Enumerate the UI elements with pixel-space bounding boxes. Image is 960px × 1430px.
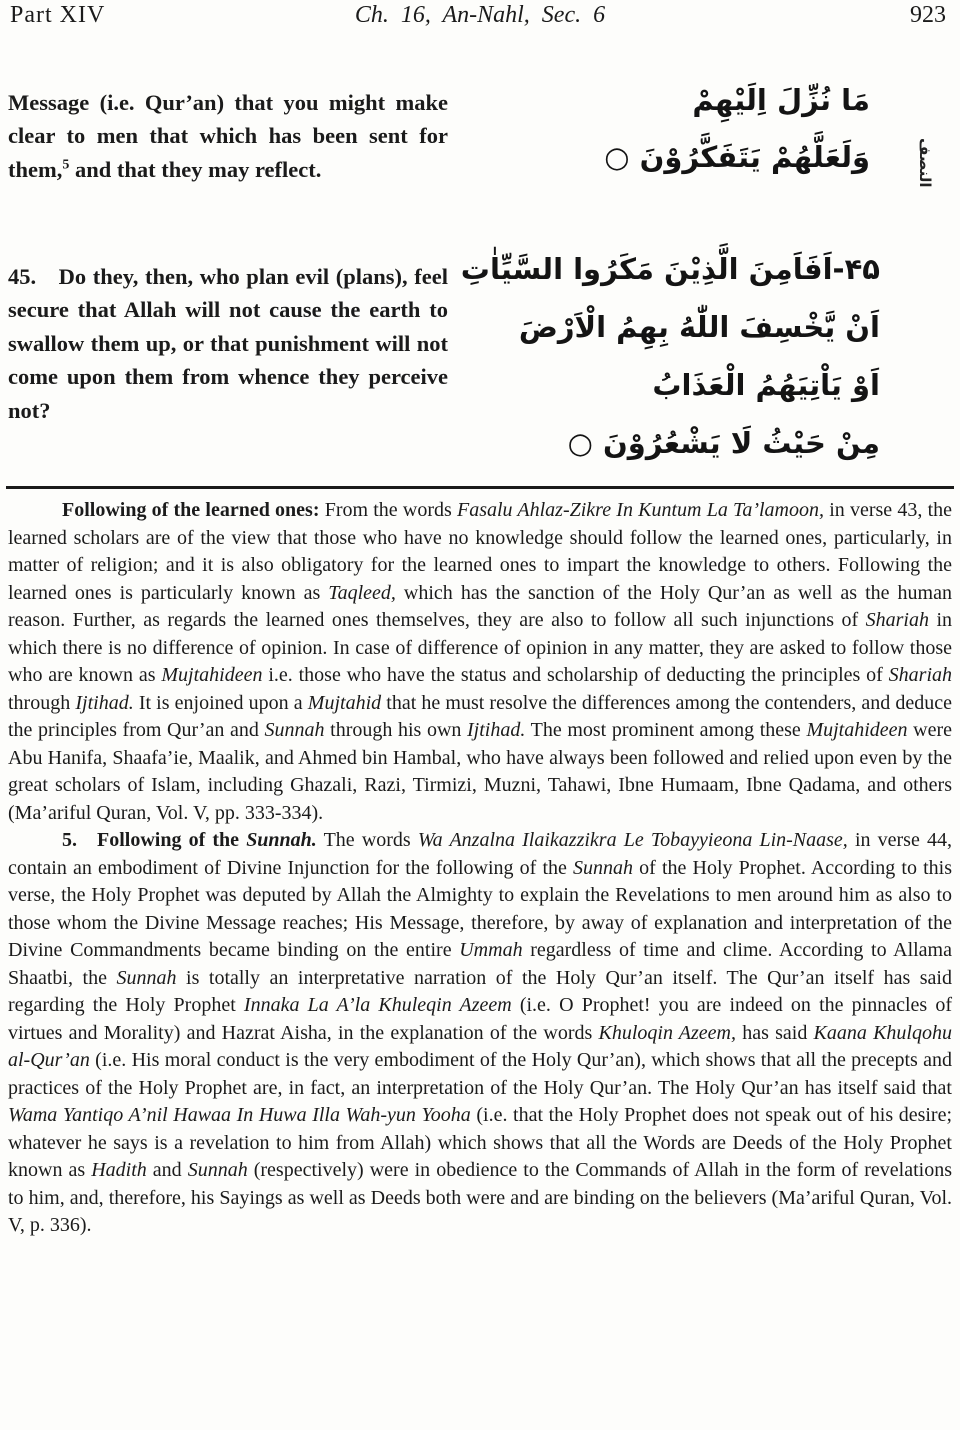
commentary-paragraph-sunnah (8, 827, 952, 1240)
text-segment: and (146, 1159, 188, 1181)
text-segment: is totally an interpretative narration of the Holy Qur’an itself. The Qur’an itself has said regarding the Holy Prophet (8, 966, 952, 1016)
text-segment: Ijtihad. (75, 691, 134, 714)
arabic-line: مَا نُزِّلَ اِلَيْهِمْ (692, 83, 870, 117)
header-page-number: 923 (910, 2, 946, 28)
text-segment: in which there is no difference of opinion. In case of difference of opinion in any matter, they are asked to follow those who are known as (8, 609, 952, 686)
text-segment: The words (316, 829, 418, 851)
arabic-verse-44-text (604, 72, 870, 186)
text-segment: From the words (319, 499, 457, 521)
text-segment: Sunnah. (246, 829, 317, 851)
text-segment: 5 (62, 157, 70, 172)
translation-verse-45 (8, 260, 448, 428)
text-segment: Do they, then, who plan evil (plans), feel secure that Allah will not cause the earth to swallow them up, or that punishment will not come upon them from whence they perceive not? (8, 263, 448, 423)
text-segment: Mujtahideen (806, 719, 908, 741)
arabic-line: ۴۵-اَفَاَمِنَ الَّذِيْنَ مَكَرُوا السَّيِّاٰتِ (460, 252, 880, 286)
text-segment (36, 264, 59, 289)
arabic-line: اَوْ يَاْتِيَهُمُ الْعَذَابُ (652, 368, 880, 402)
text-segment: Fasalu Ahlaz-Zikre In Kuntum La Ta’lamoon, (456, 499, 824, 521)
text-segment: Mujtahideen (161, 664, 263, 686)
text-segment: Message (i.e. Qur’an) that you might make clear to men that which has been sent for them, (8, 89, 448, 182)
text-segment: Sunnah (116, 966, 177, 989)
text-segment: in verse 44, contain an embodiment of Divine Injunction for the following of the (8, 829, 952, 879)
text-segment: (i.e. that the Holy Prophet does not speak out of his desire; whatever he says is a revelation to him from Allah) which shows that all the Words are Deeds of the Holy Prophet known as (8, 1104, 952, 1181)
text-segment: Wa Anzalna Ilaikazzikra Le Tobayyieona Lin-Naase, (417, 829, 848, 851)
text-segment: Innaka La A’la Khuleqin Azeem (243, 994, 512, 1016)
text-segment: Following of the (97, 829, 247, 851)
text-segment: i.e. those who have the status and scholarship of deducting the principles of (262, 664, 889, 686)
text-segment: The most prominent among these (525, 719, 807, 741)
text-segment: Sunnah (187, 1159, 248, 1181)
arabic-verse-45-text (461, 240, 880, 472)
text-segment: Shariah (865, 609, 929, 631)
text-segment: Sunnah (264, 719, 325, 741)
text-segment: Shariah (888, 664, 953, 686)
text-segment: were Abu Hanifa, Shaafa’ie, Maalik, and Ahmed bin Hambal, who have always been followed and relied upon even by the great scholars of Islam, including Ghazali, Razi, Tirmizi, Muzni, Tahawi, Ibne Humaam, Ibne Qadama, and others (Ma’ariful Quran, Vol. V, pp. 333-334). (8, 719, 953, 824)
header-part-label: Part XIV (10, 2, 106, 28)
text-segment: Mujtahid (307, 691, 382, 714)
text-segment: that he must resolve the differences among the contenders, and deduce the principles from Qur’an and (8, 691, 952, 741)
arabic-line: مِنْ حَيْثُ لَا يَشْعُرُوْنَ ○ (567, 426, 880, 460)
text-segment: (i.e. His moral conduct is the very embodiment of the Holy Qur’an), which shows that all the precepts and practices of the Holy Prophet are, in fact, an interpretation of the Holy Qur’an. The Holy Qur’an has itself said that (8, 1049, 952, 1099)
text-segment: It is enjoined upon a (133, 691, 308, 714)
text-segment: Khuloqin Azeem, (598, 1021, 737, 1044)
text-segment: Sunnah (573, 856, 634, 879)
text-segment: regardless of time and clime. According to Allama Shaatbi, the (8, 939, 952, 989)
text-segment: Ijtihad. (467, 719, 526, 741)
text-segment: has said (736, 1021, 814, 1044)
text-segment: 5. (62, 829, 77, 851)
header-chapter-title: Ch. 16, An-Nahl, Sec. 6 (354, 2, 606, 28)
commentary-paragraph-learned-ones (8, 497, 952, 827)
text-segment: (i.e. O Prophet! you are indeed on the pinnacles of virtues and Morality) and Hazrat Aisha, in the explanation of the words (8, 994, 953, 1044)
text-segment: in verse 43, the learned scholars are of the view that those who have no knowledge should follow the learned ones, particularly, in matter of religion; and it is also obligatory for the learned ones to impart the knowledge to others. Following the learned ones is particularly known as (8, 499, 952, 604)
section-divider-rule (6, 486, 954, 489)
text-segment: and that they may reflect. (69, 156, 322, 182)
text-segment: Wama Yantiqo A’nil Hawaa In Huwa Illa Wah-yun Yooha (8, 1104, 471, 1126)
text-segment: Following of the learned ones: (62, 499, 320, 521)
text-segment: (respectively) were in obedience to the Commands of Allah in the form of revelations to him, and, therefore, his Sayings as well as Deeds both were and are binding on the believers (Ma’ariful Quran, Vol. V, p. 336). (8, 1159, 952, 1236)
arabic-line: وَلَعَلَّهُمْ يَتَفَكَّرُوْنَ ○ (604, 140, 870, 174)
text-segment: Kaana Khulqohu al-Qur’an (8, 1021, 952, 1071)
translation-verse-44-continuation (8, 86, 448, 187)
text-segment: 45. (8, 263, 37, 289)
arabic-line: اَنْ يَّخْسِفَ اللّٰهُ بِهِمُ الْاَرْضَ (518, 310, 880, 344)
text-segment: Ummah (459, 939, 523, 961)
commentary-section (8, 497, 952, 1240)
text-segment: through (8, 691, 76, 714)
text-segment: through his own (324, 719, 468, 741)
text-segment: of the Holy Prophet. According to this verse, the Holy Prophet was deputed by Allah the Almighty to explain the Revelations to men around him as also to those whom the Divine Message reaches; His Message, therefore, by away of explanation and interpretation of the Divine Commandments became binding on the entire (8, 856, 952, 961)
text-segment: Hadith (91, 1159, 147, 1181)
text-segment: which has the sanction of the Holy Qur’an as well as the human reason. Further, as regards the learned ones themselves, they are also to follow all such injunctions of (8, 581, 952, 631)
text-segment (77, 829, 97, 851)
margin-note-an-nisf: النصف (916, 138, 934, 188)
text-segment: Taqleed, (328, 581, 396, 604)
